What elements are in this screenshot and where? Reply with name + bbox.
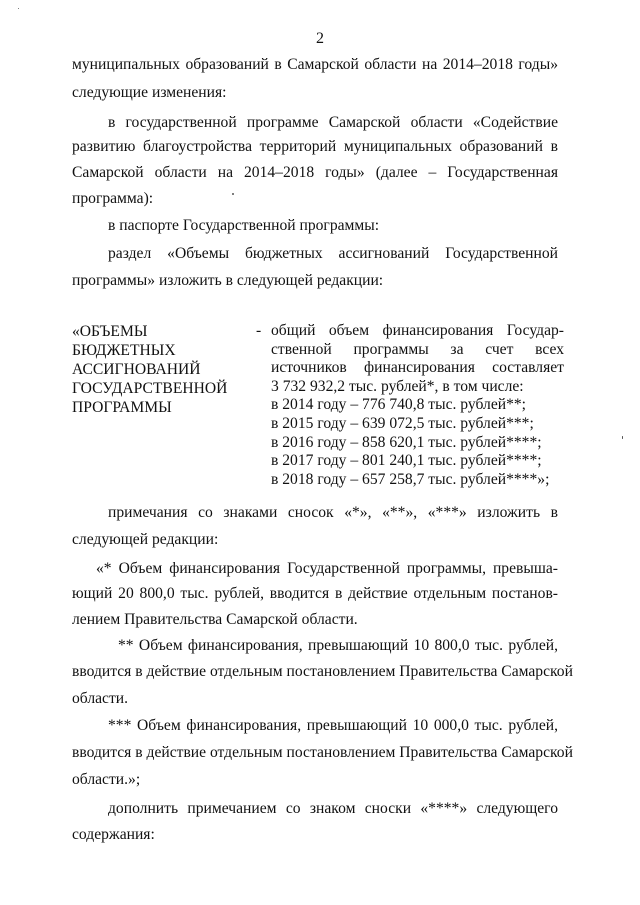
- page-number: 2: [316, 30, 324, 47]
- table-left-line: ПРОГРАММЫ: [72, 399, 172, 416]
- paragraph-line: Самарской области на 2014–2018 годы» (далее – Государственная: [72, 164, 558, 181]
- paragraph-line: примечания со знаками сносок «*», «**», «***» изложить в: [108, 504, 558, 521]
- table-left-line: БЮДЖЕТНЫХ: [72, 342, 176, 359]
- table-right-line: в 2017 году – 801 240,1 тыс. рублей****;: [271, 452, 542, 470]
- table-right-line: 3 732 932,2 тыс. рублей*, в том числе:: [271, 377, 524, 395]
- paragraph-line: в государственной программе Самарской области «Содействие: [108, 114, 558, 131]
- paragraph-line: ющий 20 800,0 тыс. рублей, вводится в действие отдельным постанов-: [72, 585, 558, 602]
- paragraph-line: содержания:: [72, 826, 155, 843]
- paragraph-line: области.: [72, 690, 129, 707]
- table-left-column: [72, 322, 227, 417]
- scan-speck: [232, 193, 234, 195]
- paragraph-line: вводится в действие отдельным постановлением Правительства Самарской: [72, 744, 573, 761]
- table-right-line: источников финансирования составляет: [271, 359, 564, 377]
- paragraph-line: развитию благоустройства территорий муниципальных образований в: [72, 138, 558, 155]
- paragraph-line: ** Объем финансирования, превышающий 10 800,0 тыс. рублей,: [118, 637, 558, 654]
- paragraph-line: «* Объем финансирования Государственной программы, превыша-: [96, 560, 558, 577]
- paragraph-line: муниципальных образований в Самарской области на 2014–2018 годы»: [72, 56, 558, 73]
- scan-speck: [18, 8, 19, 9]
- table-left-line: «ОБЪЕМЫ: [72, 323, 148, 340]
- paragraph-line: лением Правительства Самарской области.: [72, 611, 358, 628]
- paragraph-line: дополнить примечанием со знаком сноски «****» следующего: [108, 800, 558, 817]
- table-right-line: в 2016 году – 858 620,1 тыс. рублей****;: [271, 433, 542, 451]
- table-right-line: общий объем финансирования Государ-: [271, 322, 564, 339]
- table-right-line: в 2015 году – 639 072,5 тыс. рублей***;: [271, 414, 534, 432]
- paragraph-line: раздел «Объемы бюджетных ассигнований Государственной: [108, 245, 558, 262]
- paragraph-line: следующие изменения:: [72, 84, 227, 101]
- paragraph-line: программы» изложить в следующей редакции:: [72, 272, 384, 289]
- paragraph-line: программа):: [72, 190, 154, 207]
- paragraph-line: вводится в действие отдельным постановлением Правительства Самарской: [72, 663, 573, 680]
- paragraph-line: области.»;: [72, 771, 141, 788]
- table-right-line: в 2018 году – 657 258,7 тыс. рублей****»;: [271, 470, 550, 488]
- table-right-column: [271, 322, 564, 489]
- paragraph-line: *** Объем финансирования, превышающий 10 000,0 тыс. рублей,: [108, 717, 558, 734]
- table-right-line: в 2014 году – 776 740,8 тыс. рублей**;: [271, 396, 527, 414]
- table-right-line: ственной программы за счет всех: [271, 340, 564, 358]
- paragraph-line: следующей редакции:: [72, 531, 219, 548]
- paragraph-line: в паспорте Государственной программы:: [108, 217, 380, 234]
- table-left-line: ГОСУДАРСТВЕННОЙ: [72, 380, 228, 397]
- table-left-line: АССИГНОВАНИЙ: [72, 361, 201, 378]
- table-dash: -: [256, 322, 262, 339]
- scan-speck: [622, 436, 623, 439]
